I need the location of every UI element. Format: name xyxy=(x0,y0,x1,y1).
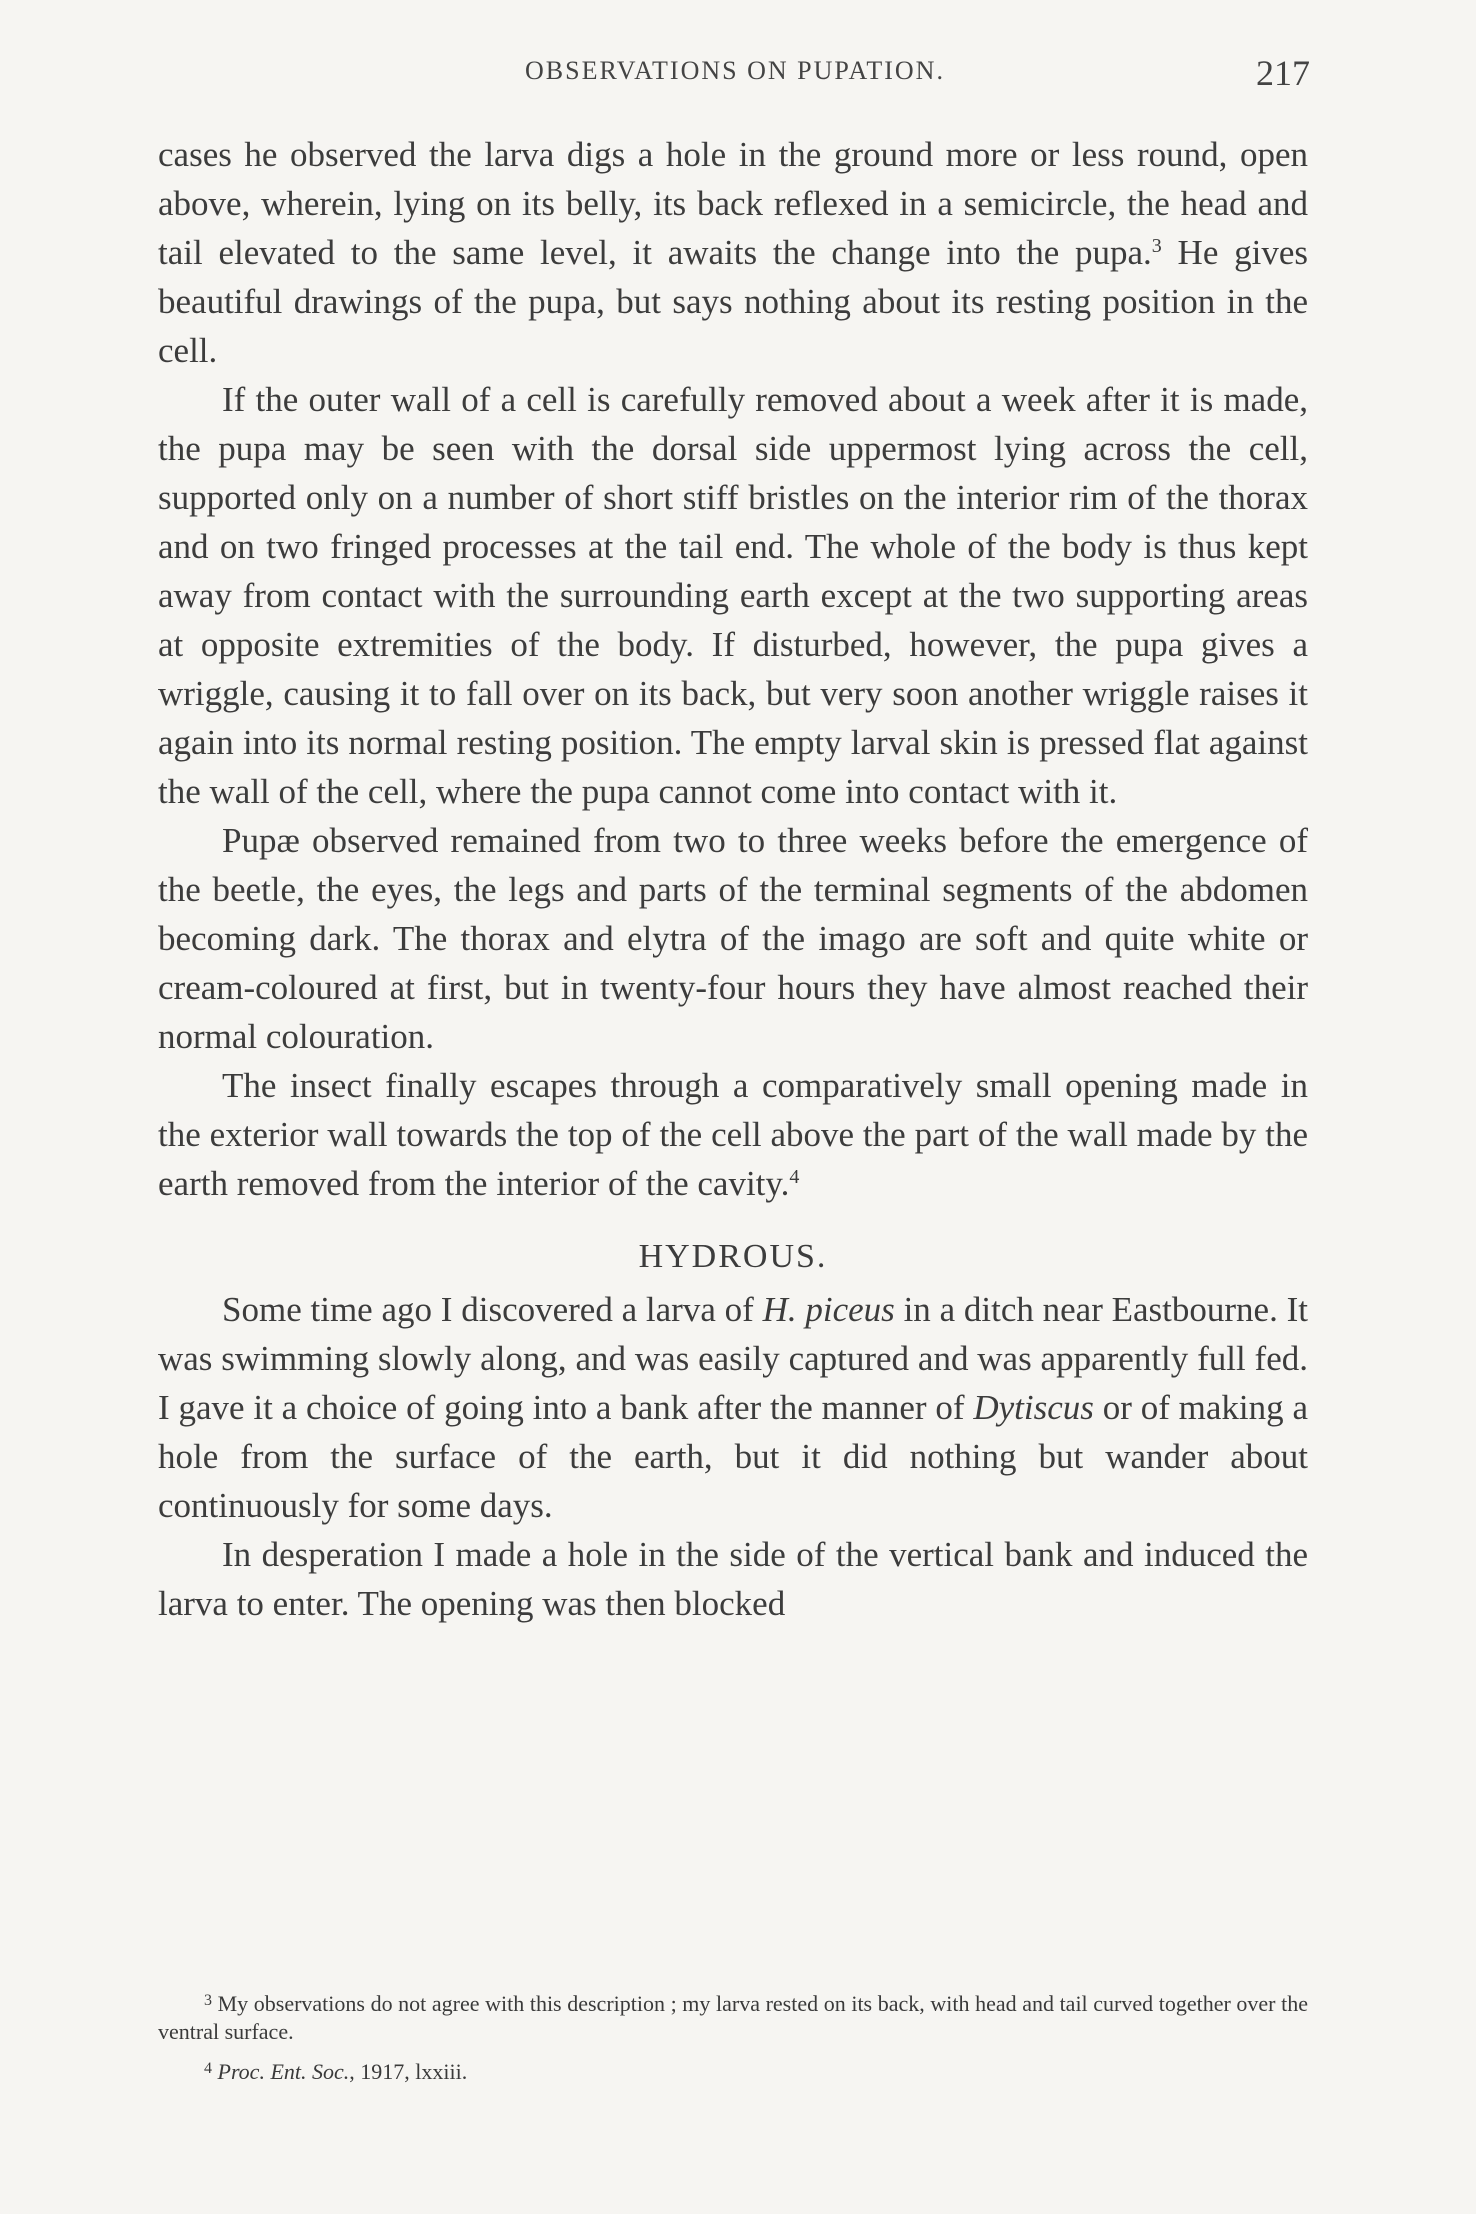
main-text xyxy=(158,130,1308,1628)
running-head xyxy=(160,53,1310,116)
section-paragraph-1-text-c: or of making a hole from the surface of the earth, but it did nothing but wander about continuously for some days. xyxy=(158,1388,1309,1525)
paragraph-1-text-a: cases he observed the larva digs a hole in the ground more or less round, open above, wherein, lying on its belly, its back reflexed in a semicircle, the head and tail elevated to the same level, it awaits the change into the pupa. xyxy=(158,135,1308,272)
footnote-4-text: , 1917, lxxiii. xyxy=(349,2059,468,2084)
genus-name: Dytiscus xyxy=(973,1388,1094,1427)
species-name: H. piceus xyxy=(762,1290,895,1329)
paragraph-1 xyxy=(158,130,1308,375)
footnote-ref-3: 3 xyxy=(1151,235,1162,257)
section-heading: HYDROUS. xyxy=(638,1238,828,1275)
footnote-4-number: 4 xyxy=(204,2060,212,2077)
footnote-3-number: 3 xyxy=(204,1992,212,2009)
footnote-4 xyxy=(158,2058,1308,2086)
footnote-3 xyxy=(158,1990,1308,2046)
section-paragraph-2: In desperation I made a hole in the side of the vertical bank and induced the larva to enter. The opening was then blocked xyxy=(158,1535,1308,1623)
footnote-ref-4: 4 xyxy=(789,1166,800,1188)
section-paragraph-1-text-b: in a ditch near Eastbourne. It was swimming slowly along, and was easily captured and was apparently full fed. I gave it a choice of going into a bank after the manner of xyxy=(158,1290,1308,1427)
paragraph-2: If the outer wall of a cell is carefully removed about a week after it is made, the pupa may be seen with the dorsal side uppermost lying across the cell, supported only on a number of short stiff bristles on the interior rim of the thorax and on two fringed processes at the tail end. The whole of the body is thus kept away from contact with the surrounding earth except at the two supporting areas at opposite extremities of the body. If disturbed, however, the pupa gives a wriggle, causing it to fall over on its back, but very soon another wriggle raises it again into its normal resting position. The empty larval skin is pressed flat against the wall of the cell, where the pupa cannot come into contact with it. xyxy=(158,380,1308,811)
paragraph-3: Pupæ observed remained from two to three weeks before the emergence of the beetle, the eyes, the legs and parts of the terminal segments of the abdomen becoming dark. The thorax and elytra of the imago are soft and quite white or cream-coloured at first, but in twenty-four hours they have almost reached their normal colouration. xyxy=(158,821,1308,1056)
section-paragraph-1-text-a: Some time ago I discovered a larva of xyxy=(222,1290,763,1329)
page-number: 217 xyxy=(1256,53,1310,93)
footnote-4-source: Proc. Ent. Soc. xyxy=(217,2059,350,2084)
footnotes xyxy=(158,1990,1308,2098)
paragraph-4-text: The insect finally escapes through a comparatively small opening made in the exterior wall towards the top of the cell above the part of the wall made by the earth removed from the interior of the cavity. xyxy=(158,1066,1308,1203)
footnote-3-text: My observations do not agree with this description ; my larva rested on its back, with head and tail curved together over the ventral surface. xyxy=(158,1991,1308,2044)
paragraph-4 xyxy=(158,1061,1308,1208)
section-paragraph-1 xyxy=(158,1285,1308,1530)
running-title: OBSERVATIONS ON PUPATION. xyxy=(525,56,945,85)
paragraph-1-text-b: He gives beautiful drawings of the pupa, but says nothing about its resting position in the cell. xyxy=(158,233,1308,370)
